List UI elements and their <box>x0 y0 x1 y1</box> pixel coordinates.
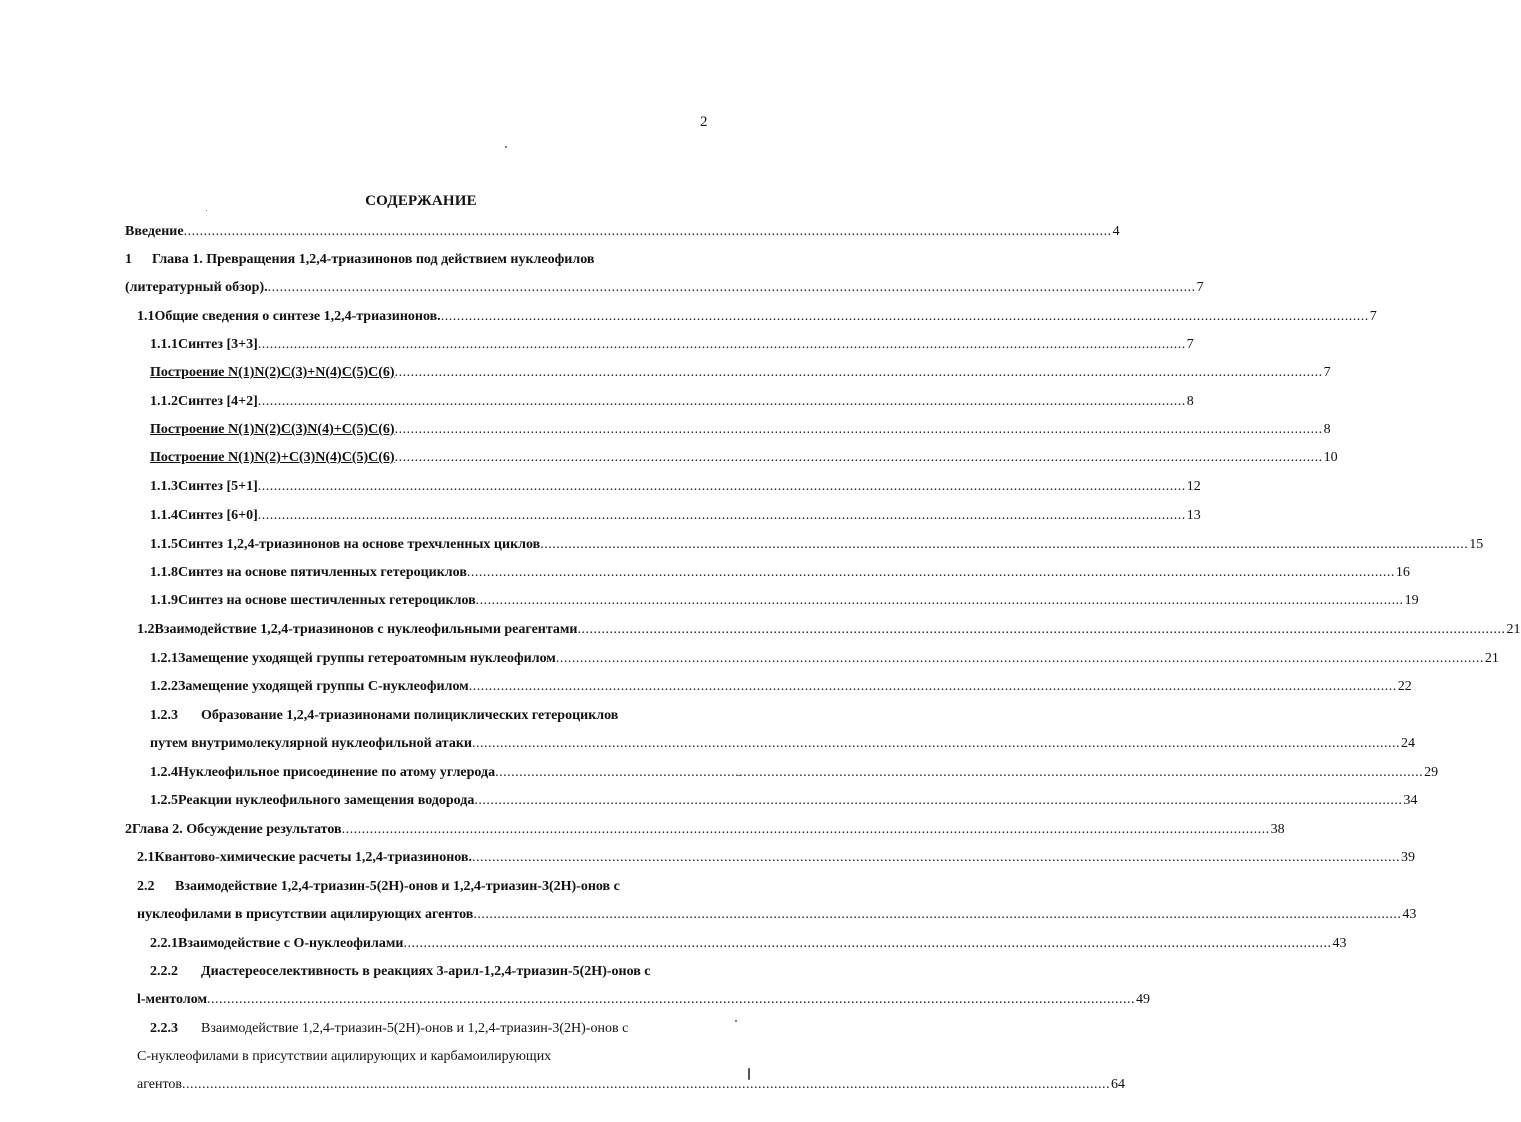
toc-entry-number: 1.1.8 <box>150 565 178 580</box>
toc-entry-1-2-1[interactable] <box>150 645 1499 673</box>
scan-speck <box>748 1068 750 1080</box>
toc-entry-text: Построение N(1)N(2)C(3)N(4)+C(5)C(6) <box>150 422 395 437</box>
toc-entry-2-2-cont[interactable] <box>137 901 1417 929</box>
toc-entry-text: l-ментолом <box>137 992 207 1007</box>
toc-entry-page: 49 <box>1136 992 1150 1007</box>
toc-entry-1-2-3[interactable] <box>150 702 725 730</box>
dot-leader <box>207 986 1135 1014</box>
toc-entry-page: 7 <box>1369 309 1377 324</box>
toc-entry-text: Замещение уходящей группы гетероатомным нуклеофилом <box>178 651 556 666</box>
toc-entry-number: 2.2.2 <box>150 964 178 979</box>
toc-entry-number: 1.1.9 <box>150 593 178 608</box>
toc-entry-number: 1 <box>125 252 132 267</box>
toc-entry-text: Синтез на основе пятичленных гетероциклов <box>178 565 467 580</box>
toc-entry-chapter-2[interactable] <box>125 816 1285 844</box>
toc-entry-page: 16 <box>1395 565 1410 580</box>
dot-leader <box>469 673 1397 701</box>
dot-leader <box>258 502 1186 530</box>
toc-entry-1-1-8[interactable] <box>150 559 1410 587</box>
dot-leader <box>258 388 1186 416</box>
toc-entry-1-1-1[interactable] <box>150 331 1194 359</box>
toc-entry-text: Синтез [3+3] <box>178 337 258 352</box>
dot-leader <box>578 616 1506 644</box>
toc-entry-text: Синтез [4+2] <box>178 394 258 409</box>
toc-entry-text: Взаимодействие 1,2,4-триазинонов с нуклеофильными реагентами <box>154 622 578 637</box>
toc-entry-number: 1.1.4 <box>150 508 178 523</box>
toc-entry-page: 7 <box>1196 280 1204 295</box>
dot-leader <box>182 1071 1110 1099</box>
toc-entry-page: 7 <box>1186 337 1194 352</box>
toc-entry-number: 1.2.5 <box>150 793 178 808</box>
toc-entry-page: 10 <box>1323 450 1338 465</box>
toc-entry-text: Глава 2. Обсуждение результатов <box>132 822 342 837</box>
toc-entry-page: 39 <box>1401 850 1415 865</box>
toc-entry-text: путем внутримолекулярной нуклеофильной атаки <box>150 736 472 751</box>
toc-entry-construction-1[interactable] <box>150 359 1331 387</box>
toc-entry-1-1-4[interactable] <box>150 502 1201 530</box>
toc-entry-number: 1.1.3 <box>150 479 178 494</box>
toc-entry-text: Реакции нуклеофильного замещения водорода <box>178 793 475 808</box>
toc-entry-page: 15 <box>1469 537 1484 552</box>
toc-entry-page: 43 <box>1402 907 1417 922</box>
toc-entry-1-2-4[interactable] <box>150 759 1439 787</box>
dot-leader <box>472 730 1400 758</box>
toc-entry-text: Нуклеофильное присоединение по атому углерода <box>178 765 496 780</box>
dot-leader <box>395 444 1323 472</box>
toc-entry-number: 2 <box>125 822 132 837</box>
toc-entry-text: Взаимодействие с О-нуклеофилами <box>178 936 404 951</box>
toc-entry-chapter-1[interactable] <box>125 246 725 274</box>
toc-entry-1-1[interactable] <box>137 303 1377 331</box>
scan-speck <box>505 146 507 148</box>
dot-leader <box>476 587 1404 615</box>
toc-entry-text: Взаимодействие 1,2,4-триазин-5(2H)-онов и 1,2,4-триазин-3(2H)-онов с <box>175 879 620 894</box>
toc-title: СОДЕРЖАНИЕ <box>365 193 477 209</box>
toc-entry-page: 21 <box>1484 651 1499 666</box>
dot-leader <box>184 218 1112 246</box>
dot-leader <box>556 645 1484 673</box>
toc-entry-1-1-2[interactable] <box>150 388 1194 416</box>
toc-entry-page: 7 <box>1323 365 1331 380</box>
toc-entry-text: Глава 1. Превращения 1,2,4-триазинонов под действием нуклеофилов <box>152 252 595 267</box>
toc-entry-text: нуклеофилами в присутствии ацилирующих агентов <box>137 907 474 922</box>
toc-entry-page: 13 <box>1186 508 1201 523</box>
toc-entry-text: Построение N(1)N(2)C(3)+N(4)C(5)C(6) <box>150 365 395 380</box>
toc-entry-page: 8 <box>1323 422 1331 437</box>
toc-entry-number: 1.2.1 <box>150 651 178 666</box>
scan-speck <box>735 1020 737 1022</box>
dot-leader <box>268 274 1196 302</box>
toc-entry-text: Диастереоселективность в реакциях 3-арил-1,2,4-триазин-5(2H)-онов с <box>201 964 651 979</box>
toc-entry-text: С-нуклеофилами в присутствии ацилирующих и карбамоилирующих <box>137 1049 552 1064</box>
toc-entry-text: Синтез [6+0] <box>178 508 258 523</box>
toc-entry-2-2-3-cont-2[interactable] <box>137 1071 1126 1099</box>
toc-entry-text: Синтез [5+1] <box>178 479 258 494</box>
scan-speck <box>738 775 740 776</box>
toc-entry-text: (литературный обзор). <box>125 280 268 295</box>
toc-entry-1-2-2[interactable] <box>150 673 1412 701</box>
dot-leader <box>395 416 1323 444</box>
toc-entry-2-1[interactable] <box>137 844 1415 872</box>
toc-entry-text: Квантово-химические расчеты 1,2,4-триазинонов. <box>154 850 472 865</box>
toc-entry-2-2-1[interactable] <box>150 930 1347 958</box>
toc-entry-1-1-5[interactable] <box>150 531 1484 559</box>
dot-leader <box>467 559 1395 587</box>
dot-leader <box>258 473 1186 501</box>
toc-entry-text: Общие сведения о синтезе 1,2,4-триазинонов. <box>154 309 441 324</box>
toc-entry-page: 4 <box>1112 224 1120 239</box>
toc-entry-2-2-2-cont[interactable] <box>137 986 1150 1014</box>
toc-entry-text: Синтез на основе шестичленных гетероциклов <box>178 593 476 608</box>
dot-leader <box>540 531 1468 559</box>
dot-leader <box>403 930 1331 958</box>
toc-entry-2-2[interactable] <box>137 873 725 901</box>
dot-leader <box>472 844 1400 872</box>
toc-entry-2-2-3[interactable] <box>150 1015 725 1043</box>
dot-leader <box>495 759 1423 787</box>
toc-entry-text: Образование 1,2,4-триазинонами полициклических гетероциклов <box>201 708 619 723</box>
toc-entry-page: 8 <box>1186 394 1194 409</box>
dot-leader <box>342 816 1270 844</box>
toc-entry-text: Построение N(1)N(2)+C(3)N(4)C(5)C(6) <box>150 450 395 465</box>
dot-leader <box>395 359 1323 387</box>
toc-entry-page: 12 <box>1186 479 1201 494</box>
toc-entry-text: агентов <box>137 1077 183 1092</box>
toc-entry-number: 1.2.2 <box>150 679 178 694</box>
toc-entry-page: 38 <box>1270 822 1285 837</box>
toc-entry-intro[interactable] <box>125 218 1120 246</box>
page-number: 2 <box>700 114 708 130</box>
toc-entry-number: 2.2 <box>137 879 155 894</box>
toc-entry-1-1-3[interactable] <box>150 473 1201 501</box>
toc-entry-construction-2[interactable] <box>150 416 1331 444</box>
toc-entry-page: 64 <box>1111 1077 1126 1092</box>
toc-entry-number: 2.1 <box>137 850 155 865</box>
toc-entry-number: 1.2.4 <box>150 765 178 780</box>
toc-entry-number: 1.2.3 <box>150 708 178 723</box>
toc-entry-page: 21 <box>1506 622 1521 637</box>
dot-leader <box>258 331 1186 359</box>
toc-entry-chapter-1-cont[interactable] <box>125 274 1204 302</box>
toc-entry-page: 43 <box>1332 936 1347 951</box>
toc-entry-number: 1.1.1 <box>150 337 178 352</box>
toc-entry-text: Замещение уходящей группы С-нуклеофилом <box>178 679 469 694</box>
toc-entry-number: 2.2.3 <box>150 1021 178 1036</box>
toc-entry-1-2-5[interactable] <box>150 787 1418 815</box>
toc-entry-page: 29 <box>1424 765 1439 780</box>
dot-leader <box>441 303 1369 331</box>
toc-entry-number: 1.2 <box>137 622 155 637</box>
toc-entry-text: Введение <box>125 224 184 239</box>
toc-entry-number: 1.1.2 <box>150 394 178 409</box>
dot-leader <box>473 901 1401 929</box>
toc-entry-page: 22 <box>1397 679 1412 694</box>
toc-entry-1-1-9[interactable] <box>150 587 1419 615</box>
toc-entry-construction-3[interactable] <box>150 444 1338 472</box>
toc-entry-text: Взаимодействие 1,2,4-триазин-5(2H)-онов и 1,2,4-триазин-3(2H)-онов с <box>201 1021 629 1036</box>
toc-entry-number: 1.1 <box>137 309 155 324</box>
toc-entry-1-2-3-cont[interactable] <box>150 730 1415 758</box>
toc-entry-1-2[interactable] <box>137 616 1521 644</box>
toc-entry-number: 2.2.1 <box>150 936 178 951</box>
toc-entry-page: 19 <box>1404 593 1419 608</box>
scan-speck <box>206 210 207 211</box>
toc-entry-text: Синтез 1,2,4-триазинонов на основе трехчленных циклов <box>178 537 541 552</box>
toc-entry-page: 34 <box>1403 793 1418 808</box>
toc-entry-2-2-2[interactable] <box>150 958 725 986</box>
toc-entry-page: 24 <box>1401 736 1415 751</box>
toc-entry-2-2-3-cont[interactable] <box>137 1043 725 1071</box>
toc-entry-number: 1.1.5 <box>150 537 178 552</box>
dot-leader <box>474 787 1402 815</box>
